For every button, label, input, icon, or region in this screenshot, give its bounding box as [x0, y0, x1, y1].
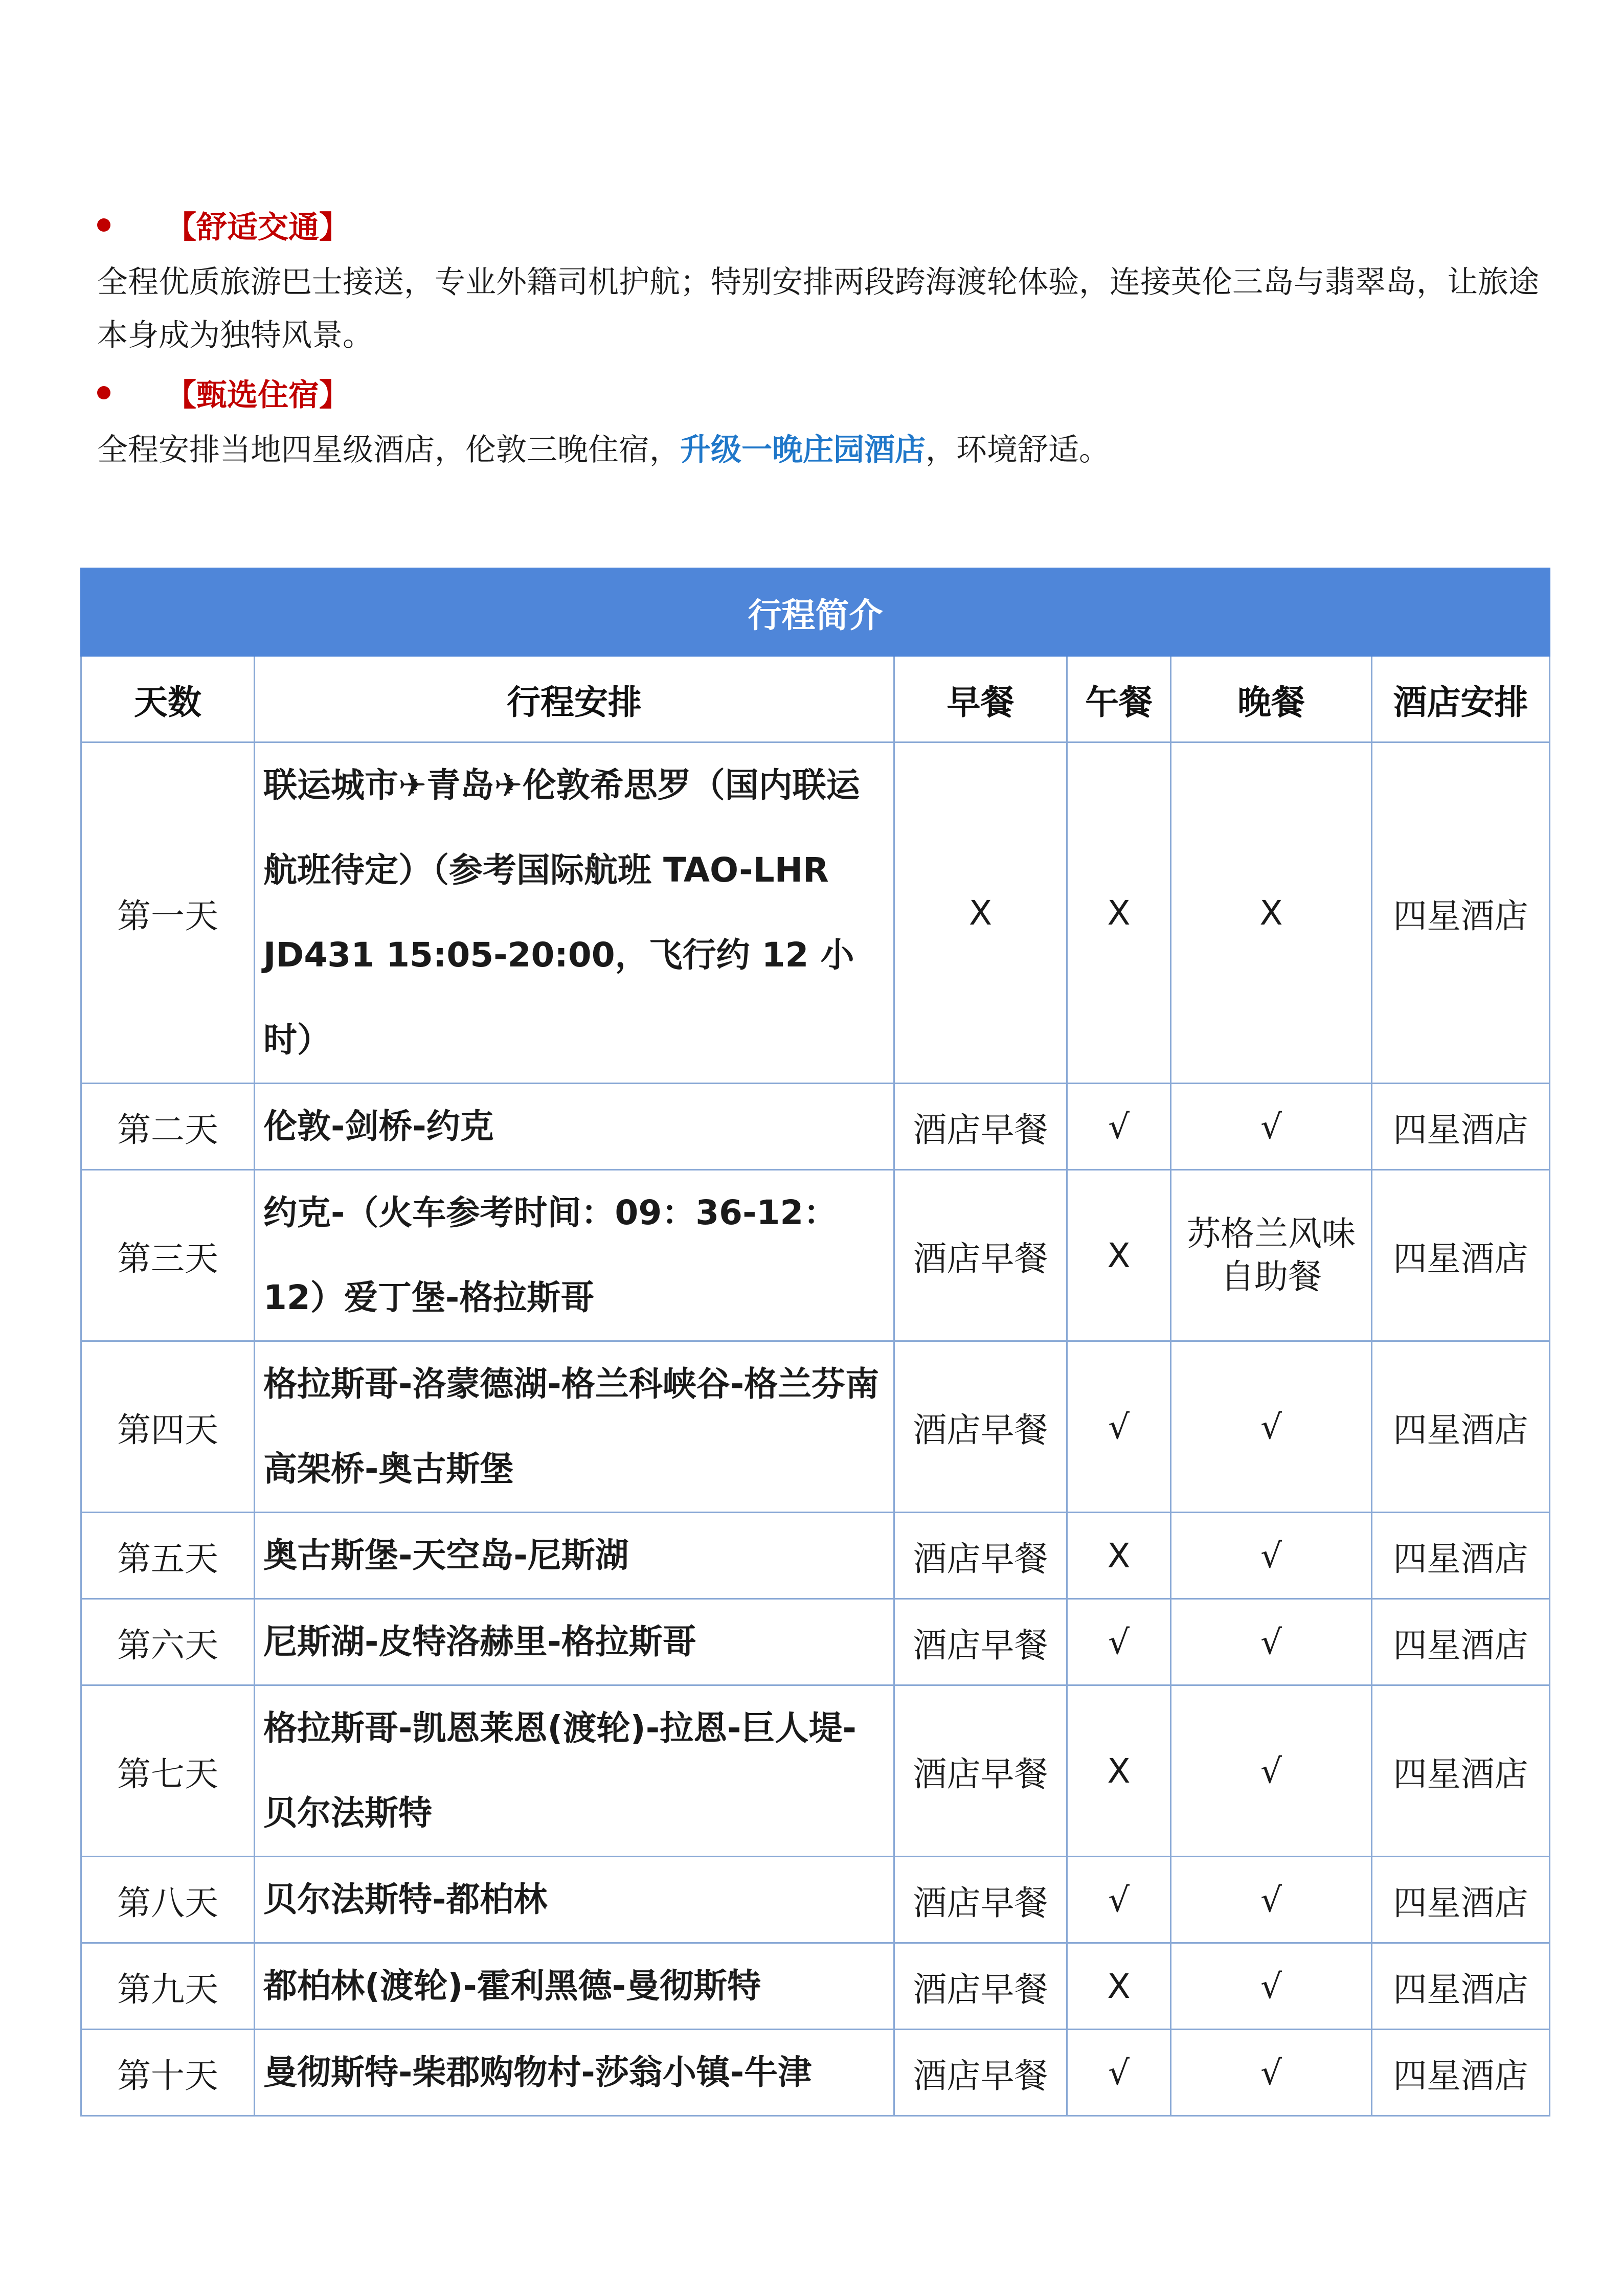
route-cell: 尼斯湖-皮特洛赫里-格拉斯哥 [255, 1599, 894, 1685]
hotel-cell: 四星酒店 [1372, 2030, 1550, 2116]
day-cell: 第八天 [81, 1857, 255, 1943]
header-dinner: 晚餐 [1171, 656, 1372, 742]
breakfast-cell: 酒店早餐 [894, 1599, 1067, 1685]
header-hotel: 酒店安排 [1372, 656, 1550, 742]
hotel-cell: 四星酒店 [1372, 1513, 1550, 1599]
table-row [81, 2030, 1550, 2116]
breakfast-cell: 酒店早餐 [894, 1170, 1067, 1341]
route-cell: 格拉斯哥-凯恩莱恩(渡轮)-拉恩-巨人堤-贝尔法斯特 [255, 1685, 894, 1857]
dinner-cell: √ [1171, 1599, 1372, 1685]
header-route: 行程安排 [255, 656, 894, 742]
dinner-cell: √ [1171, 1084, 1372, 1170]
header-breakfast: 早餐 [894, 656, 1067, 742]
lodging-highlight: 升级一晚庄园酒店 [680, 432, 926, 468]
breakfast-cell: 酒店早餐 [894, 1513, 1067, 1599]
lodging-bullet [97, 362, 1560, 423]
lunch-cell: √ [1067, 1084, 1171, 1170]
header-day: 天数 [81, 656, 255, 742]
dinner-cell: √ [1171, 1685, 1372, 1857]
day-cell: 第六天 [81, 1599, 255, 1685]
dinner-cell: √ [1171, 1341, 1372, 1513]
table-title: 行程简介 [81, 569, 1550, 656]
lunch-cell: X [1067, 1685, 1171, 1857]
dinner-cell: 苏格兰风味自助餐 [1171, 1170, 1372, 1341]
hotel-cell: 四星酒店 [1372, 1685, 1550, 1857]
hotel-cell: 四星酒店 [1372, 1857, 1550, 1943]
day-cell: 第九天 [81, 1943, 255, 2030]
day-cell: 第二天 [81, 1084, 255, 1170]
table-row [81, 1341, 1550, 1513]
lodging-text-after: ，环境舒适。 [926, 432, 1110, 468]
route-cell: 约克-（火车参考时间：09：36-12：12）爱丁堡-格拉斯哥 [255, 1170, 894, 1341]
table-row [81, 742, 1550, 1084]
table-header-row [81, 656, 1550, 742]
route-cell: 曼彻斯特-柴郡购物村-莎翁小镇-牛津 [255, 2030, 894, 2116]
table-row [81, 1513, 1550, 1599]
lunch-cell: X [1067, 1170, 1171, 1341]
lunch-cell: √ [1067, 1857, 1171, 1943]
hotel-cell: 四星酒店 [1372, 1084, 1550, 1170]
transport-text: 全程优质旅游巴士接送，专业外籍司机护航；特别安排两段跨海渡轮体验，连接英伦三岛与翡翠岛，让旅途本身成为独特风景。 [97, 264, 1539, 353]
route-cell: 伦敦-剑桥-约克 [255, 1084, 894, 1170]
route-cell: 奥古斯堡-天空岛-尼斯湖 [255, 1513, 894, 1599]
lunch-cell: √ [1067, 2030, 1171, 2116]
route-cell: 联运城市✈青岛✈伦敦希思罗（国内联运航班待定）（参考国际航班 TAO-LHR JD431 15:05-20:00，飞行约 12 小时） [255, 742, 894, 1084]
route-cell: 贝尔法斯特-都柏林 [255, 1857, 894, 1943]
transport-bullet [97, 194, 1560, 256]
day-cell: 第四天 [81, 1341, 255, 1513]
hotel-cell: 四星酒店 [1372, 1599, 1550, 1685]
intro-section [97, 194, 1560, 477]
day-cell: 第七天 [81, 1685, 255, 1857]
day-cell: 第五天 [81, 1513, 255, 1599]
lodging-text-before: 全程安排当地四星级酒店，伦敦三晚住宿， [97, 432, 680, 468]
day-cell: 第一天 [81, 742, 255, 1084]
day-cell: 第三天 [81, 1170, 255, 1341]
breakfast-cell: 酒店早餐 [894, 1685, 1067, 1857]
lodging-text [97, 423, 1560, 477]
hotel-cell: 四星酒店 [1372, 742, 1550, 1084]
route-cell: 格拉斯哥-洛蒙德湖-格兰科峡谷-格兰芬南高架桥-奥古斯堡 [255, 1341, 894, 1513]
hotel-cell: 四星酒店 [1372, 1170, 1550, 1341]
bullet-dot-icon [97, 386, 110, 399]
breakfast-cell: 酒店早餐 [894, 2030, 1067, 2116]
table-row [81, 1857, 1550, 1943]
hotel-cell: 四星酒店 [1372, 1943, 1550, 2030]
table-row [81, 1084, 1550, 1170]
header-lunch: 午餐 [1067, 656, 1171, 742]
breakfast-cell: 酒店早餐 [894, 1943, 1067, 2030]
table-row [81, 1599, 1550, 1685]
bullet-dot-icon [97, 218, 110, 232]
breakfast-cell: 酒店早餐 [894, 1084, 1067, 1170]
hotel-cell: 四星酒店 [1372, 1341, 1550, 1513]
route-cell: 都柏林(渡轮)-霍利黑德-曼彻斯特 [255, 1943, 894, 2030]
dinner-cell: X [1171, 742, 1372, 1084]
dinner-cell: √ [1171, 1513, 1372, 1599]
lunch-cell: X [1067, 1513, 1171, 1599]
breakfast-cell: 酒店早餐 [894, 1341, 1067, 1513]
lunch-cell: X [1067, 742, 1171, 1084]
lunch-cell: X [1067, 1943, 1171, 2030]
lunch-cell: √ [1067, 1341, 1171, 1513]
breakfast-cell: 酒店早餐 [894, 1857, 1067, 1943]
table-row [81, 1170, 1550, 1341]
dinner-cell: √ [1171, 1857, 1372, 1943]
lunch-cell: √ [1067, 1599, 1171, 1685]
day-cell: 第十天 [81, 2030, 255, 2116]
dinner-cell: √ [1171, 1943, 1372, 2030]
lodging-title: 【甄选住宿】 [166, 377, 350, 413]
itinerary-table [80, 568, 1550, 2117]
breakfast-cell: X [894, 742, 1067, 1084]
dinner-cell: √ [1171, 2030, 1372, 2116]
table-row [81, 1685, 1550, 1857]
transport-title: 【舒适交通】 [166, 210, 350, 245]
table-row [81, 1943, 1550, 2030]
